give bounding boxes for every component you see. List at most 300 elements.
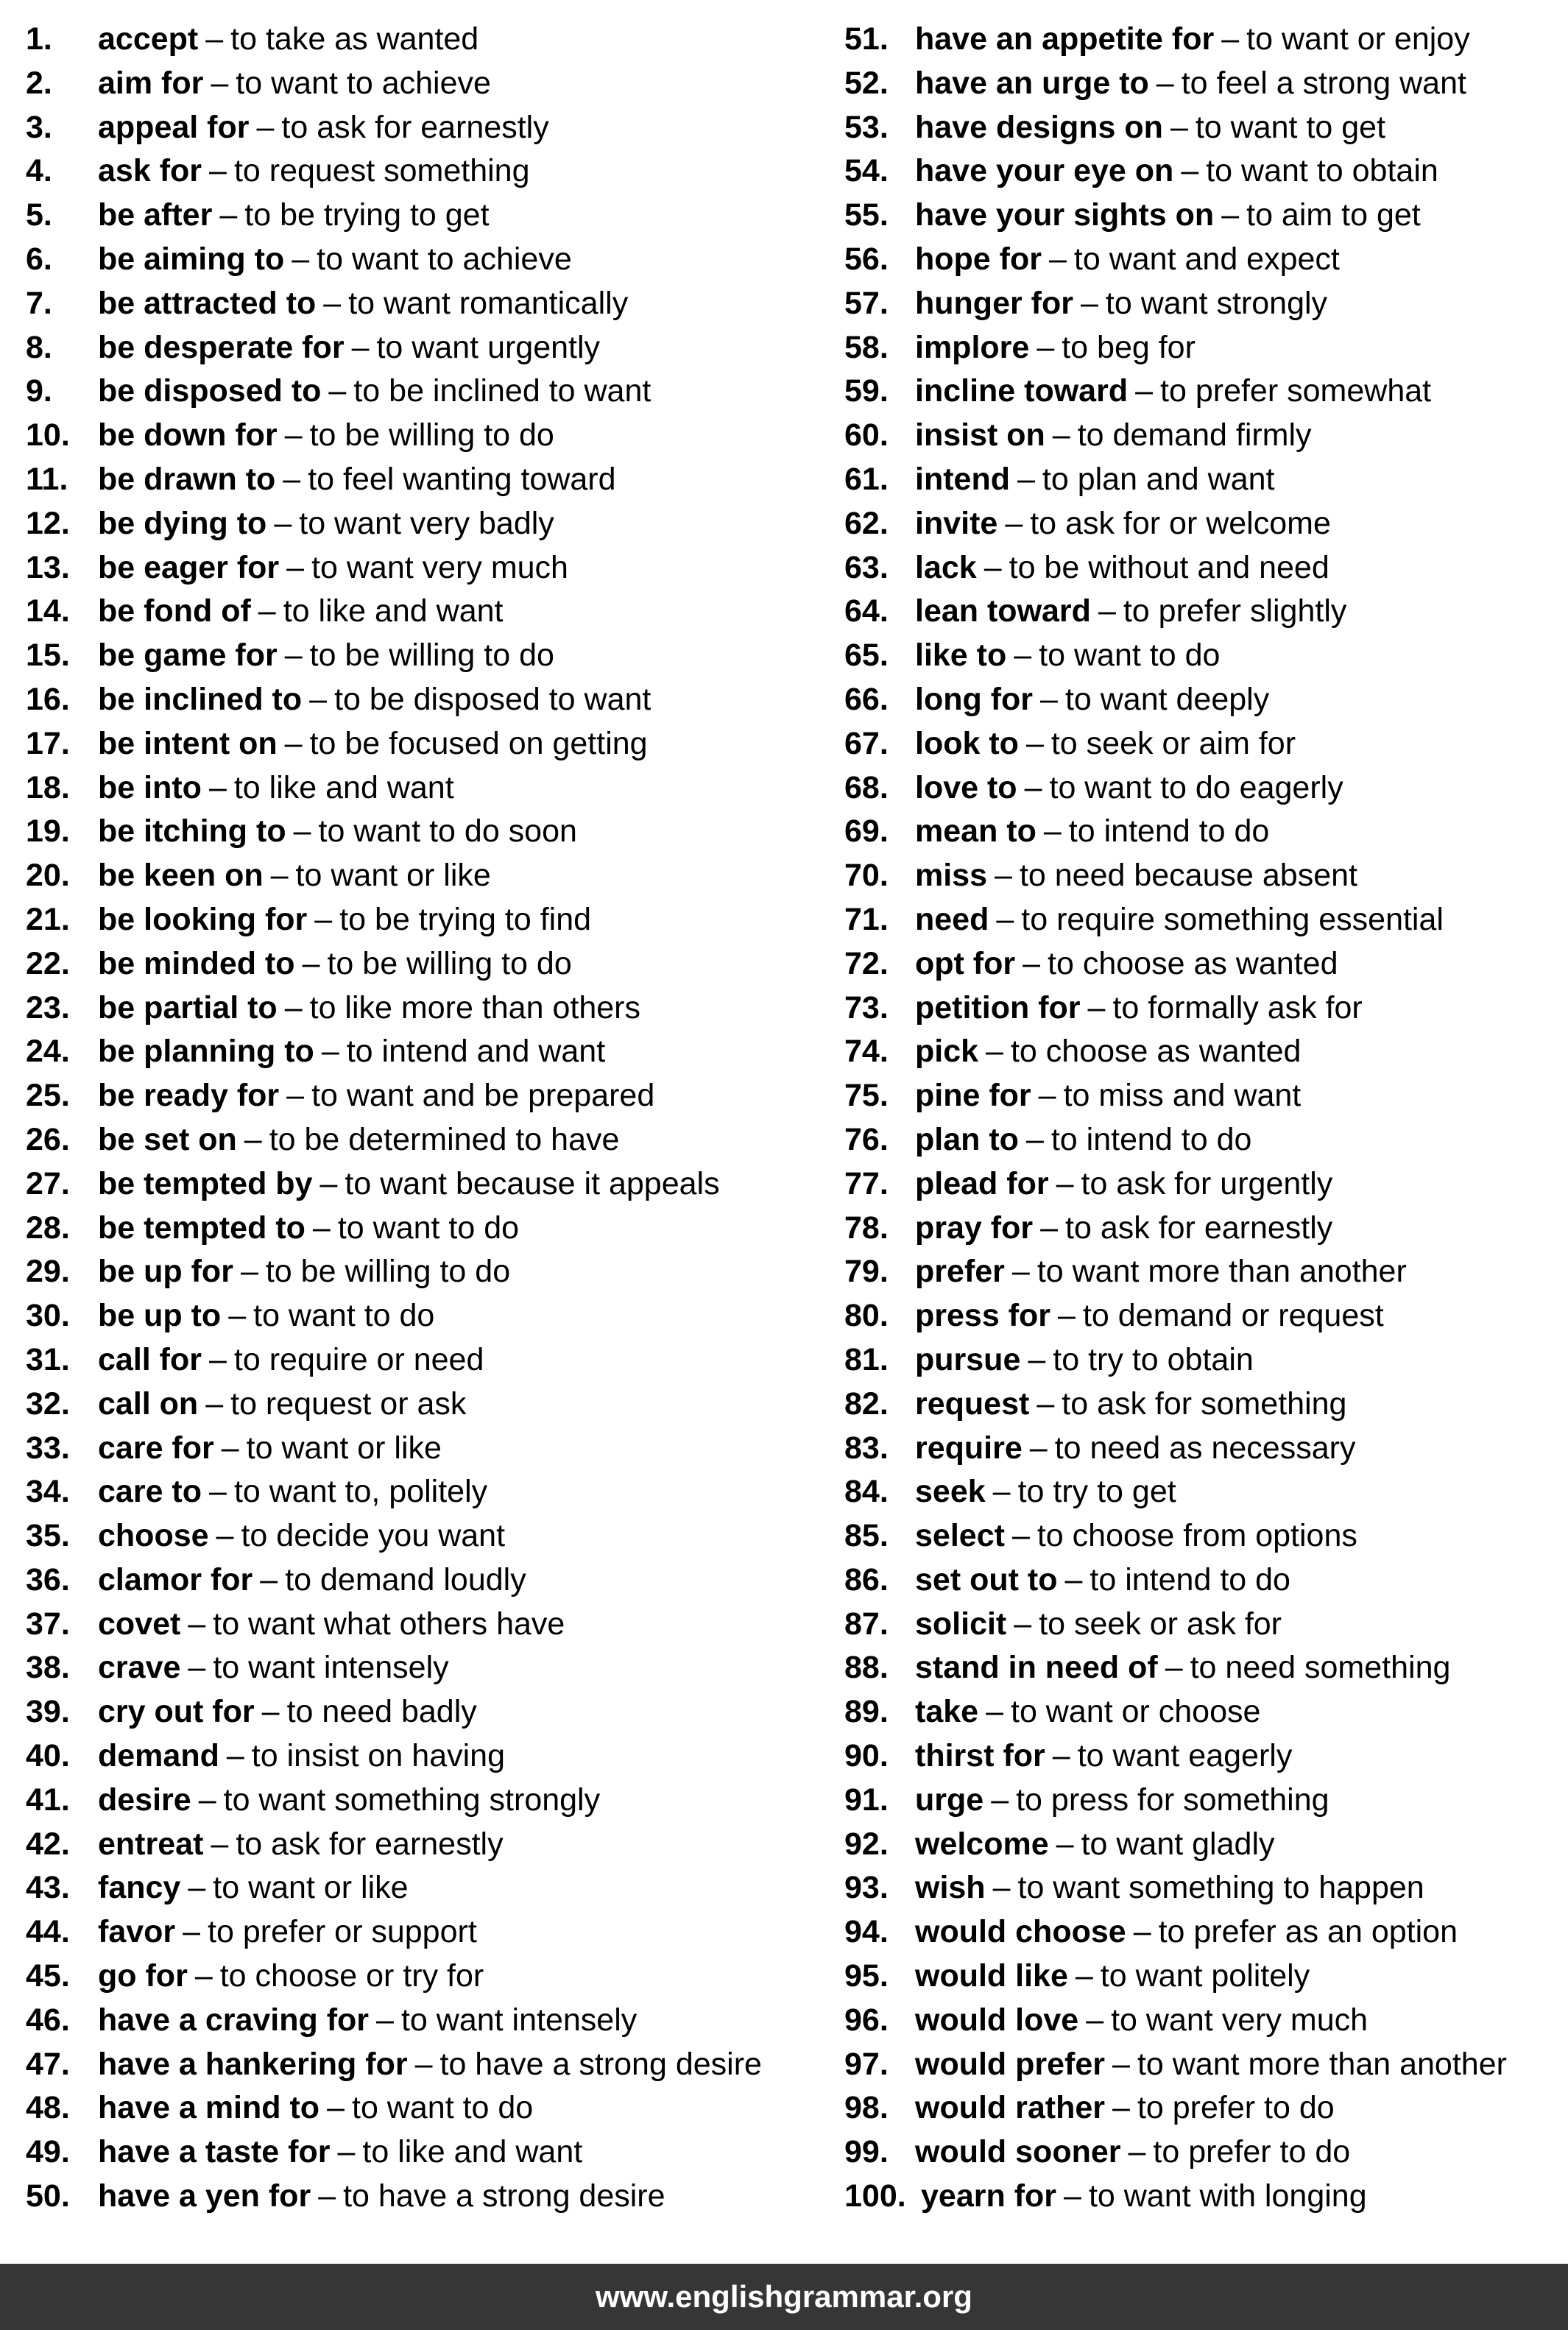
list-item bbox=[844, 414, 1566, 458]
item-definition: to want more than another bbox=[1137, 2046, 1507, 2082]
item-term: implore bbox=[915, 329, 1030, 365]
item-separator: – bbox=[1087, 989, 1106, 1025]
item-number: 77. bbox=[844, 1165, 889, 1201]
list-item bbox=[26, 1823, 806, 1867]
item-definition: to choose as wanted bbox=[1048, 945, 1338, 981]
item-separator: – bbox=[351, 329, 370, 365]
item-number: 16. bbox=[26, 681, 70, 717]
item-definition: to want to do bbox=[253, 1298, 435, 1334]
item-number: 42. bbox=[26, 1826, 70, 1862]
item-separator: – bbox=[1156, 65, 1174, 101]
item-number: 96. bbox=[844, 2002, 889, 2038]
list-item bbox=[844, 194, 1566, 238]
item-term: call on bbox=[98, 1385, 199, 1422]
list-item bbox=[844, 2175, 1566, 2219]
list-item bbox=[26, 1250, 806, 1294]
word-list-right-column bbox=[844, 18, 1566, 2219]
item-term: be drawn to bbox=[98, 461, 276, 497]
item-term: favor bbox=[98, 1914, 176, 1950]
item-definition: to aim to get bbox=[1246, 197, 1421, 233]
item-definition: to ask for earnestly bbox=[281, 109, 549, 145]
item-number: 74. bbox=[844, 1034, 889, 1070]
item-separator: – bbox=[302, 945, 320, 981]
item-definition: to be willing to do bbox=[327, 945, 572, 981]
item-term: fancy bbox=[98, 1870, 181, 1906]
item-number: 79. bbox=[844, 1254, 889, 1290]
list-item bbox=[26, 1646, 806, 1690]
item-term: lack bbox=[915, 549, 977, 585]
list-item bbox=[26, 986, 806, 1031]
list-item bbox=[844, 854, 1566, 898]
list-item bbox=[844, 1603, 1566, 1647]
item-definition: to ask for urgently bbox=[1081, 1165, 1333, 1201]
item-definition: to want eagerly bbox=[1077, 1738, 1293, 1774]
item-separator: – bbox=[337, 2134, 356, 2170]
item-number: 70. bbox=[844, 858, 889, 894]
item-number: 82. bbox=[844, 1385, 889, 1422]
item-term: urge bbox=[915, 1782, 984, 1818]
item-definition: to want something to happen bbox=[1017, 1870, 1424, 1906]
item-separator: – bbox=[1128, 2134, 1146, 2170]
item-number: 97. bbox=[844, 2046, 889, 2082]
item-term: have a yen for bbox=[98, 2178, 311, 2214]
list-item bbox=[26, 326, 806, 370]
item-term: be disposed to bbox=[98, 373, 322, 409]
list-item bbox=[844, 986, 1566, 1031]
item-definition: to intend to do bbox=[1068, 813, 1270, 850]
item-term: have your eye on bbox=[915, 153, 1174, 189]
item-number: 52. bbox=[844, 65, 889, 101]
item-number: 25. bbox=[26, 1078, 70, 1114]
list-item bbox=[844, 546, 1566, 590]
item-number: 66. bbox=[844, 681, 889, 717]
item-definition: to formally ask for bbox=[1112, 989, 1363, 1025]
item-definition: to require something essential bbox=[1021, 901, 1444, 937]
item-number: 41. bbox=[26, 1782, 70, 1818]
item-separator: – bbox=[986, 1034, 1003, 1070]
item-number: 14. bbox=[26, 593, 70, 629]
item-number: 15. bbox=[26, 638, 70, 674]
list-item bbox=[26, 546, 806, 590]
footer-website-link[interactable]: www.englishgrammar.org bbox=[596, 2279, 972, 2314]
item-number: 9. bbox=[26, 373, 52, 409]
item-definition: to try to get bbox=[1017, 1474, 1176, 1510]
item-definition: to press for something bbox=[1016, 1782, 1329, 1818]
item-number: 30. bbox=[26, 1298, 70, 1334]
item-separator: – bbox=[1052, 1738, 1070, 1774]
item-term: be partial to bbox=[98, 989, 278, 1025]
item-definition: to want or like bbox=[295, 858, 491, 894]
item-definition: to choose as wanted bbox=[1010, 1034, 1302, 1070]
item-definition: to feel wanting toward bbox=[308, 461, 616, 497]
list-item bbox=[26, 149, 806, 194]
item-number: 26. bbox=[26, 1121, 70, 1157]
item-separator: – bbox=[986, 1694, 1003, 1730]
item-term: have designs on bbox=[915, 109, 1163, 145]
word-list-left-column bbox=[26, 18, 806, 2219]
item-number: 28. bbox=[26, 1210, 70, 1246]
item-separator: – bbox=[209, 153, 227, 189]
item-term: be itching to bbox=[98, 813, 286, 850]
list-item bbox=[844, 1955, 1566, 1999]
item-separator: – bbox=[992, 1870, 1011, 1906]
list-item bbox=[844, 722, 1566, 766]
list-item bbox=[26, 1030, 806, 1074]
item-separator: – bbox=[258, 593, 276, 629]
list-item bbox=[844, 326, 1566, 370]
list-item bbox=[26, 898, 806, 942]
item-separator: – bbox=[1170, 109, 1188, 145]
item-definition: to intend to do bbox=[1090, 1561, 1290, 1598]
item-number: 5. bbox=[26, 197, 52, 233]
item-number: 59. bbox=[844, 373, 889, 409]
item-definition: to want to, politely bbox=[233, 1474, 488, 1510]
list-item bbox=[26, 1779, 806, 1823]
item-term: press for bbox=[915, 1298, 1051, 1334]
list-item bbox=[844, 1910, 1566, 1955]
item-number: 49. bbox=[26, 2134, 70, 2170]
item-number: 100. bbox=[844, 2178, 906, 2214]
list-item bbox=[844, 1514, 1566, 1558]
item-number: 56. bbox=[844, 241, 889, 277]
item-term: clamor for bbox=[98, 1561, 253, 1598]
item-definition: to want to achieve bbox=[236, 65, 491, 101]
item-term: be up for bbox=[98, 1254, 233, 1290]
item-separator: – bbox=[1023, 945, 1041, 981]
item-separator: – bbox=[261, 1694, 280, 1730]
item-term: pine for bbox=[915, 1078, 1031, 1114]
item-separator: – bbox=[260, 1561, 278, 1598]
item-number: 13. bbox=[26, 549, 70, 585]
item-number: 90. bbox=[844, 1738, 889, 1774]
item-separator: – bbox=[1048, 241, 1067, 277]
item-definition: to want strongly bbox=[1105, 285, 1328, 321]
list-item bbox=[26, 1866, 806, 1910]
item-number: 44. bbox=[26, 1914, 70, 1950]
item-term: welcome bbox=[915, 1826, 1049, 1862]
item-number: 71. bbox=[844, 901, 889, 937]
item-term: pick bbox=[915, 1034, 979, 1070]
item-separator: – bbox=[1038, 1078, 1056, 1114]
item-separator: – bbox=[1017, 461, 1035, 497]
item-definition: to be trying to get bbox=[244, 197, 490, 233]
item-separator: – bbox=[284, 638, 303, 674]
item-definition: to be disposed to want bbox=[334, 681, 651, 717]
item-term: would choose bbox=[915, 1914, 1126, 1950]
item-definition: to want deeply bbox=[1064, 681, 1270, 717]
item-separator: – bbox=[1025, 1121, 1044, 1157]
item-separator: – bbox=[226, 1738, 244, 1774]
item-definition: to want to do bbox=[337, 1210, 520, 1246]
list-item bbox=[844, 238, 1566, 282]
item-definition: to have a strong desire bbox=[343, 2178, 665, 2214]
item-term: entreat bbox=[98, 1826, 204, 1862]
item-term: be aiming to bbox=[98, 241, 285, 277]
list-item bbox=[26, 1383, 806, 1427]
list-item bbox=[26, 238, 806, 282]
item-number: 73. bbox=[844, 989, 889, 1025]
item-definition: to prefer as an option bbox=[1158, 1914, 1458, 1950]
item-separator: – bbox=[183, 1914, 201, 1950]
item-number: 45. bbox=[26, 1958, 70, 1994]
item-definition: to be inclined to want bbox=[353, 373, 651, 409]
list-item bbox=[844, 282, 1566, 326]
list-item bbox=[26, 414, 806, 458]
item-number: 85. bbox=[844, 1518, 889, 1554]
item-term: be game for bbox=[98, 638, 278, 674]
item-number: 31. bbox=[26, 1341, 70, 1377]
item-term: be into bbox=[98, 769, 202, 805]
item-term: have a craving for bbox=[98, 2002, 370, 2038]
item-separator: – bbox=[1080, 285, 1098, 321]
item-separator: – bbox=[211, 65, 229, 101]
item-number: 88. bbox=[844, 1650, 889, 1686]
item-number: 10. bbox=[26, 417, 70, 453]
item-definition: to want or like bbox=[246, 1430, 442, 1466]
item-number: 89. bbox=[844, 1694, 889, 1730]
item-separator: – bbox=[284, 725, 303, 761]
list-item bbox=[26, 766, 806, 811]
item-term: demand bbox=[98, 1738, 219, 1774]
list-item bbox=[26, 942, 806, 986]
item-definition: to want to do eagerly bbox=[1049, 769, 1343, 805]
item-separator: – bbox=[991, 1782, 1009, 1818]
item-separator: – bbox=[209, 1341, 227, 1377]
item-separator: – bbox=[996, 901, 1014, 937]
item-definition: to want to do bbox=[1039, 638, 1221, 674]
item-term: solicit bbox=[915, 1606, 1007, 1642]
item-separator: – bbox=[1056, 1165, 1074, 1201]
item-number: 36. bbox=[26, 1561, 70, 1598]
item-term: mean to bbox=[915, 813, 1036, 850]
list-item bbox=[844, 1690, 1566, 1734]
list-item bbox=[844, 1383, 1566, 1427]
item-definition: to need something bbox=[1190, 1650, 1451, 1686]
item-definition: to be willing to do bbox=[265, 1254, 511, 1290]
list-item bbox=[26, 2043, 806, 2087]
item-separator: – bbox=[1040, 1210, 1059, 1246]
list-item bbox=[26, 18, 806, 62]
item-separator: – bbox=[1064, 1561, 1083, 1598]
item-definition: to want or like bbox=[213, 1870, 409, 1906]
list-item bbox=[26, 590, 806, 634]
list-item bbox=[26, 2086, 806, 2130]
item-separator: – bbox=[1112, 2090, 1130, 2126]
list-item bbox=[844, 810, 1566, 854]
item-separator: – bbox=[228, 1298, 247, 1334]
list-item bbox=[844, 1294, 1566, 1338]
item-separator: – bbox=[1112, 2046, 1130, 2082]
list-item bbox=[844, 1866, 1566, 1910]
list-item bbox=[844, 1250, 1566, 1294]
item-number: 40. bbox=[26, 1738, 70, 1774]
item-separator: – bbox=[321, 1034, 339, 1070]
item-definition: to want urgently bbox=[376, 329, 601, 365]
list-item bbox=[844, 766, 1566, 811]
item-separator: – bbox=[983, 549, 1002, 585]
item-separator: – bbox=[286, 1078, 305, 1114]
list-item bbox=[844, 370, 1566, 414]
item-number: 57. bbox=[844, 285, 889, 321]
item-separator: – bbox=[208, 769, 227, 805]
item-number: 48. bbox=[26, 2090, 70, 2126]
item-definition: to want because it appeals bbox=[345, 1165, 720, 1201]
item-separator: – bbox=[376, 2002, 394, 2038]
item-separator: – bbox=[1040, 681, 1058, 717]
item-number: 19. bbox=[26, 813, 70, 850]
item-definition: to want politely bbox=[1100, 1958, 1310, 1994]
item-term: like to bbox=[915, 638, 1007, 674]
list-item bbox=[26, 282, 806, 326]
list-item bbox=[844, 678, 1566, 722]
item-number: 53. bbox=[844, 109, 889, 145]
list-item bbox=[26, 1118, 806, 1162]
item-term: would love bbox=[915, 2002, 1079, 2038]
item-term: choose bbox=[98, 1518, 209, 1554]
item-definition: to prefer to do bbox=[1137, 2090, 1335, 2126]
list-item bbox=[844, 1338, 1566, 1383]
item-separator: – bbox=[995, 858, 1012, 894]
item-number: 61. bbox=[844, 461, 889, 497]
item-term: care for bbox=[98, 1430, 214, 1466]
item-term: be set on bbox=[98, 1121, 237, 1157]
item-separator: – bbox=[1028, 1341, 1046, 1377]
list-item bbox=[26, 62, 806, 106]
item-definition: to want and be prepared bbox=[311, 1078, 655, 1114]
item-term: pursue bbox=[915, 1341, 1021, 1377]
item-definition: to want with longing bbox=[1088, 2178, 1367, 2214]
item-definition: to want intensely bbox=[400, 2002, 638, 2038]
item-definition: to ask for something bbox=[1062, 1385, 1347, 1422]
item-definition: to want more than another bbox=[1036, 1254, 1407, 1290]
item-term: aim for bbox=[98, 65, 204, 101]
item-definition: to want to achieve bbox=[317, 241, 572, 277]
list-item bbox=[26, 1207, 806, 1251]
item-definition: to beg for bbox=[1062, 329, 1196, 365]
item-term: miss bbox=[915, 858, 988, 894]
list-item bbox=[844, 2043, 1566, 2087]
item-number: 7. bbox=[26, 285, 52, 321]
item-number: 87. bbox=[844, 1606, 889, 1642]
item-number: 95. bbox=[844, 1958, 889, 1994]
item-definition: to prefer slightly bbox=[1123, 593, 1347, 629]
item-separator: – bbox=[314, 901, 333, 937]
item-number: 62. bbox=[844, 505, 889, 541]
item-term: have a mind to bbox=[98, 2090, 320, 2126]
item-term: would sooner bbox=[915, 2134, 1121, 2170]
item-number: 86. bbox=[844, 1561, 889, 1598]
item-term: look to bbox=[915, 725, 1019, 761]
item-term: would rather bbox=[915, 2090, 1106, 2126]
item-separator: – bbox=[274, 505, 292, 541]
item-separator: – bbox=[1221, 21, 1240, 57]
item-term: invite bbox=[915, 505, 998, 541]
item-definition: to like and want bbox=[233, 769, 454, 805]
item-separator: – bbox=[283, 461, 301, 497]
item-number: 17. bbox=[26, 725, 70, 761]
list-item bbox=[26, 106, 806, 150]
item-separator: – bbox=[292, 241, 310, 277]
item-definition: to feel a strong want bbox=[1181, 65, 1466, 101]
item-term: hope for bbox=[915, 241, 1042, 277]
list-item bbox=[26, 1910, 806, 1955]
list-item bbox=[844, 634, 1566, 678]
item-term: select bbox=[915, 1518, 1005, 1554]
item-term: be inclined to bbox=[98, 681, 303, 717]
item-definition: to request or ask bbox=[230, 1385, 467, 1422]
item-separator: – bbox=[240, 1254, 258, 1290]
list-item bbox=[844, 18, 1566, 62]
item-definition: to prefer somewhat bbox=[1160, 373, 1432, 409]
item-number: 68. bbox=[844, 769, 889, 805]
item-separator: – bbox=[1011, 1518, 1030, 1554]
item-term: be tempted by bbox=[98, 1165, 313, 1201]
item-number: 60. bbox=[844, 417, 889, 453]
item-definition: to want what others have bbox=[213, 1606, 565, 1642]
list-item bbox=[844, 898, 1566, 942]
item-separator: – bbox=[286, 549, 305, 585]
item-term: be minded to bbox=[98, 945, 295, 981]
item-definition: to want very much bbox=[1111, 2002, 1369, 2038]
item-number: 43. bbox=[26, 1870, 70, 1906]
list-item bbox=[26, 2175, 806, 2219]
item-number: 2. bbox=[26, 65, 52, 101]
item-definition: to be determined to have bbox=[269, 1121, 620, 1157]
item-term: be tempted to bbox=[98, 1210, 306, 1246]
item-number: 22. bbox=[26, 945, 70, 981]
item-definition: to want something strongly bbox=[223, 1782, 601, 1818]
item-number: 34. bbox=[26, 1474, 70, 1510]
item-term: incline toward bbox=[915, 373, 1129, 409]
item-number: 78. bbox=[844, 1210, 889, 1246]
item-definition: to want romantically bbox=[348, 285, 629, 321]
item-number: 8. bbox=[26, 329, 52, 365]
list-item bbox=[26, 1999, 806, 2043]
item-number: 93. bbox=[844, 1870, 889, 1906]
item-number: 12. bbox=[26, 505, 70, 541]
list-item bbox=[844, 149, 1566, 194]
item-definition: to be willing to do bbox=[309, 417, 554, 453]
list-item bbox=[844, 2130, 1566, 2175]
list-item bbox=[26, 2130, 806, 2175]
list-item bbox=[26, 1427, 806, 1471]
item-term: be keen on bbox=[98, 858, 264, 894]
item-number: 37. bbox=[26, 1606, 70, 1642]
item-term: crave bbox=[98, 1650, 181, 1686]
item-definition: to need badly bbox=[286, 1694, 477, 1730]
item-definition: to want or enjoy bbox=[1246, 21, 1470, 57]
item-separator: – bbox=[198, 1782, 216, 1818]
item-number: 23. bbox=[26, 989, 70, 1025]
item-term: cry out for bbox=[98, 1694, 255, 1730]
item-term: covet bbox=[98, 1606, 181, 1642]
item-number: 51. bbox=[844, 21, 889, 57]
item-separator: – bbox=[284, 989, 303, 1025]
item-number: 83. bbox=[844, 1430, 889, 1466]
item-separator: – bbox=[318, 2178, 336, 2214]
item-definition: to be focused on getting bbox=[309, 725, 648, 761]
item-term: accept bbox=[98, 21, 199, 57]
item-number: 3. bbox=[26, 109, 52, 145]
item-separator: – bbox=[284, 417, 303, 453]
item-number: 92. bbox=[844, 1826, 889, 1862]
item-definition: to insist on having bbox=[251, 1738, 506, 1774]
item-number: 21. bbox=[26, 901, 70, 937]
item-term: have an urge to bbox=[915, 65, 1149, 101]
list-item bbox=[26, 1514, 806, 1558]
list-item bbox=[26, 1338, 806, 1383]
item-definition: to decide you want bbox=[241, 1518, 506, 1554]
